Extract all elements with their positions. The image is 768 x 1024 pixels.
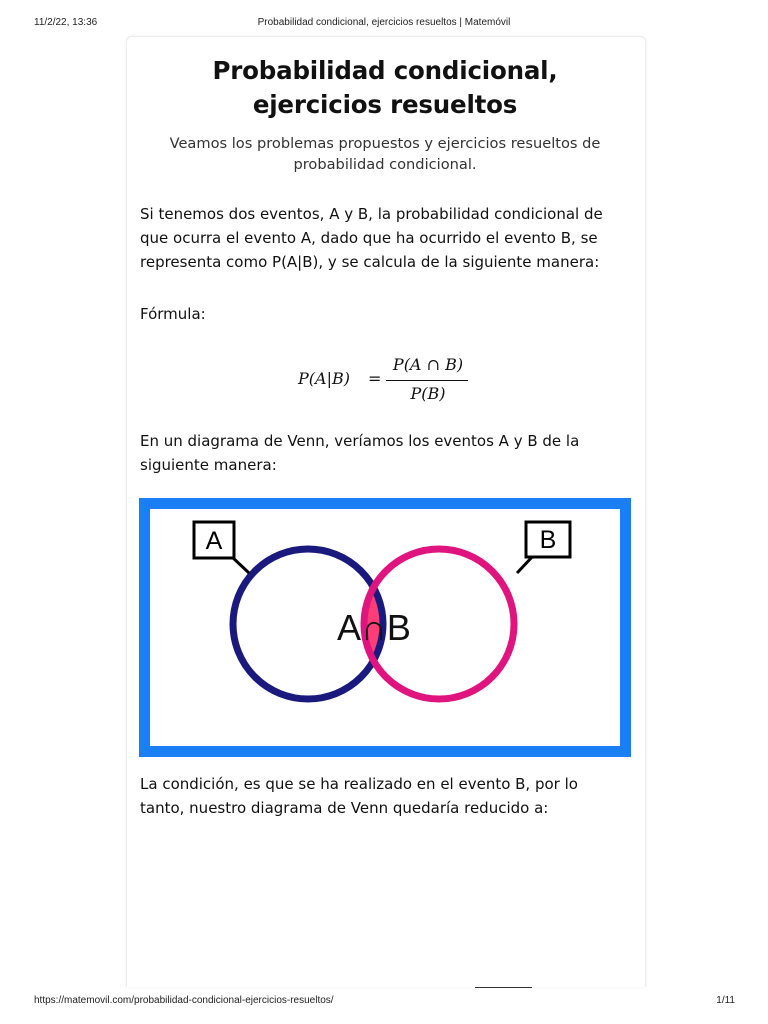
formula-numerator: P(A ∩ B) [392,355,464,374]
paragraph-line: siguiente manera: [140,456,277,474]
paragraph-line: que ocurra el evento A, dado que ha ocurrido el evento B, se [140,229,598,247]
formula-equals: = [368,369,382,388]
intro-paragraph [140,202,620,274]
article-subtitle [127,133,643,175]
intersection-label: A∩B [337,607,411,648]
paragraph-line: Si tenemos dos eventos, A y B, la probabilidad condicional de [140,205,603,223]
venn-diagram [139,498,631,757]
page-number: 1/11 [716,995,735,1006]
page-title-line-2: ejercicios resueltos [252,90,518,119]
conditional-probability-formula [298,352,478,408]
print-page-title: Probabilidad condicional, ejercicios resueltos | Matemóvil [257,17,511,28]
venn-intro-paragraph [140,429,620,477]
fraction-bar [386,380,468,381]
paragraph-line: tanto, nuestro diagrama de Venn quedaría reducido a: [140,799,549,817]
label-a: A [205,527,223,555]
formula-denominator: P(B) [410,384,446,403]
page-url: https://matemovil.com/probabilidad-condicional-ejercicios-resueltos/ [34,995,334,1006]
condition-paragraph [140,772,620,820]
divider [475,987,532,988]
formula-label: Fórmula: [140,305,206,323]
paragraph-line: La condición, es que se ha realizado en el evento B, por lo [140,775,578,793]
page-title [127,54,643,122]
print-date: 11/2/22, 13:36 [34,17,98,28]
subtitle-line-1: Veamos los problemas propuestos y ejercicios resueltos de [169,135,601,152]
page-title-line-1: Probabilidad condicional, [212,56,558,85]
paragraph-line: representa como P(A|B), y se calcula de la siguiente manera: [140,253,600,271]
formula-lhs: P(A|B) [298,369,350,388]
subtitle-line-2: probabilidad condicional. [293,156,477,173]
print-header [0,17,768,31]
paragraph-line: En un diagrama de Venn, veríamos los eventos A y B de la [140,432,580,450]
label-b: B [539,526,557,554]
print-footer [0,995,768,1009]
